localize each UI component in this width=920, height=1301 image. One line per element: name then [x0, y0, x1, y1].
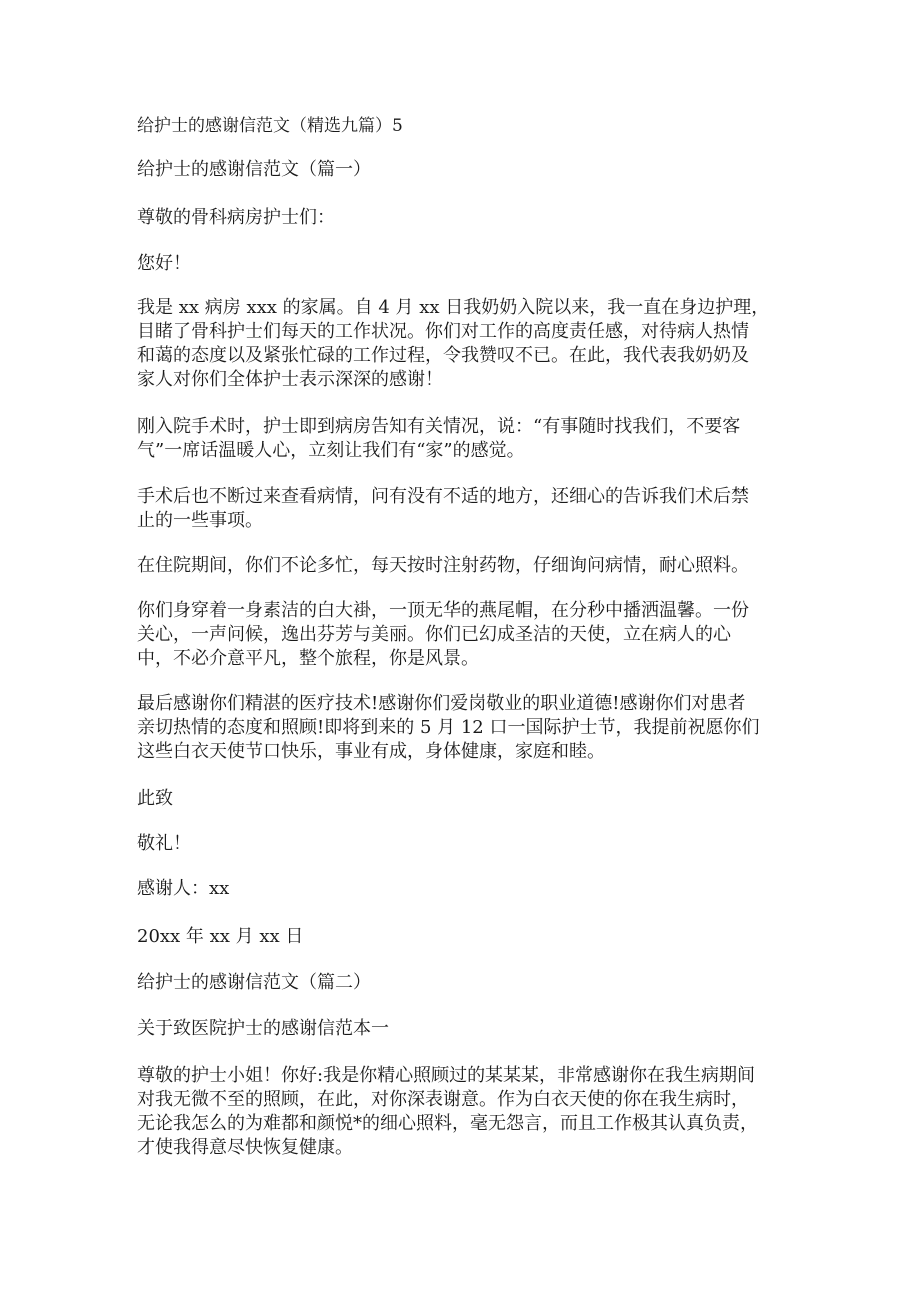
paragraph-line: 刚入院手术时，护士即到病房告知有关情况，说：“有事随时找我们，不要客: [137, 416, 741, 437]
paragraph-line: 你们身穿着一身素洁的白大褂，一顶无华的燕尾帽，在分秒中播洒温馨。一份: [137, 600, 749, 621]
paragraph-line: 对我无微不至的照顾，在此，对你深表谢意。作为白衣天使的你在我生病时，: [137, 1089, 749, 1110]
paragraph-line: 亲切热情的态度和照顾!即将到来的 5 月 12 口一国际护士节，我提前祝愿你们: [137, 717, 760, 738]
paragraph-line: 气”一席话温暖人心，立刻让我们有“家”的感觉。: [137, 440, 525, 461]
paragraph-line: 中，不必介意平凡，整个旅程，你是风景。: [137, 648, 479, 669]
letter1-paragraph-6: [137, 692, 787, 764]
letter2-subheading: 关于致医院护士的感谢信范本一: [137, 1018, 389, 1039]
letter1-closing-1: 此致: [137, 788, 173, 809]
letter1-paragraph-2: [137, 415, 787, 463]
letter2-paragraph-1: [137, 1064, 787, 1160]
paragraph-line: 在住院期间，你们不论多忙，每天按时注射药物，仔细询问病情，耐心照料。: [137, 555, 749, 576]
letter1-date: 20xx 年 xx 月 xx 日: [137, 926, 304, 947]
letter1-salutation: 尊敬的骨科病房护士们：: [137, 207, 335, 228]
paragraph-line: 才使我得意尽快恢复健康。: [137, 1137, 353, 1158]
paragraph-line: 尊敬的护士小姐！你好:我是你精心照顾过的某某某，非常感谢你在我生病期间: [137, 1065, 756, 1086]
letter1-greeting: 您好！: [137, 253, 191, 274]
paragraph-line: 我是 xx 病房 xxx 的家属。自 4 月 xx 日我奶奶入院以来，我一直在身边护理，: [137, 297, 770, 318]
paragraph-line: 手术后也不断过来查看病情，问有没有不适的地方，还细心的告诉我们术后禁: [137, 486, 749, 507]
paragraph-line: 这些白衣天使节口快乐，事业有成，身体健康，家庭和睦。: [137, 741, 605, 762]
letter1-paragraph-5: [137, 599, 787, 671]
letter1-heading: 给护士的感谢信范文（篇一）: [137, 159, 371, 180]
paragraph-line: 止的一些事项。: [137, 510, 263, 531]
letter1-paragraph-4: [137, 554, 787, 578]
letter1-signature: 感谢人：xx: [137, 878, 230, 899]
paragraph-line: 和蔼的态度以及紧张忙碌的工作过程，令我赞叹不已。在此，我代表我奶奶及: [137, 345, 749, 366]
document-title: 给护士的感谢信范文（精选九篇）5: [137, 116, 403, 136]
paragraph-line: 关心，一声问候，逸出芬芳与美丽。你们已幻成圣洁的天使，立在病人的心: [137, 624, 731, 645]
paragraph-line: 最后感谢你们精湛的医疗技术!感谢你们爱岗敬业的职业道德!感谢你们对患者: [137, 693, 746, 714]
paragraph-line: 目睹了骨科护士们每天的工作状况。你们对工作的高度责任感，对待病人热情: [137, 321, 749, 342]
letter1-closing-2: 敬礼！: [137, 833, 191, 854]
letter1-paragraph-3: [137, 485, 787, 533]
paragraph-line: 无论我怎么的为难都和颜悦*的细心照料，毫无怨言，而且工作极其认真负责，: [137, 1113, 758, 1134]
letter1-paragraph-1: [137, 296, 787, 392]
letter2-heading: 给护士的感谢信范文（篇二）: [137, 972, 371, 993]
paragraph-line: 家人对你们全体护士表示深深的感谢！: [137, 369, 443, 390]
